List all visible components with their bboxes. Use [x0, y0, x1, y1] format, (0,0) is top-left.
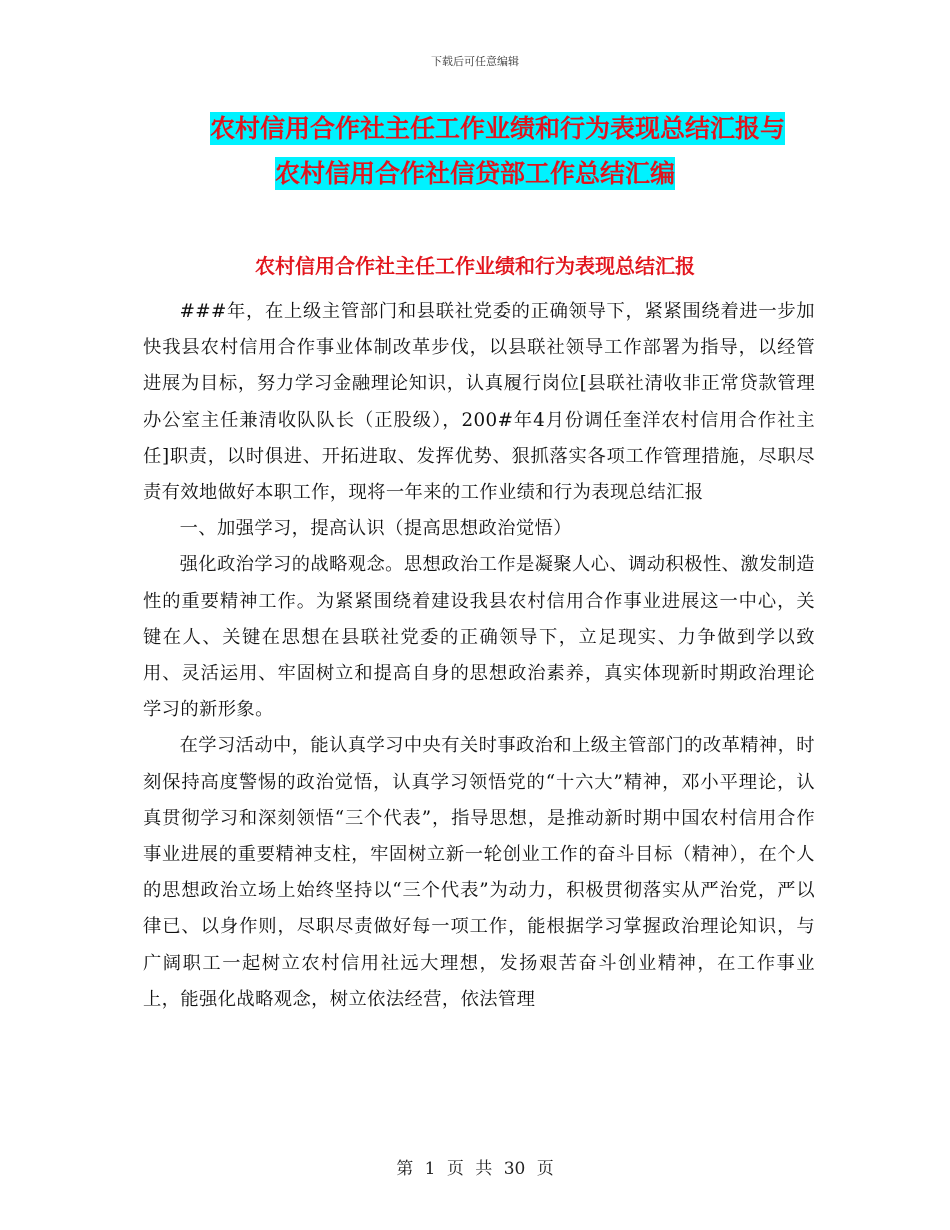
page-number-footer: 第 1 页 共 30 页	[396, 1159, 554, 1179]
document-title-line-2	[0, 157, 950, 191]
title-line-1-text: 农村信用合作社主任工作业绩和行为表现总结汇报与	[209, 114, 785, 143]
paragraph: ###年，在上级主管部门和县联社党委的正确领导下，紧紧围绕着进一步加快我县农村信用合作事业体制改革步伐，以县联社领导工作部署为指导，以经管进展为目标，努力学习金融理论知识，认真履行岗位[县联社清收非正常贷款管理办公室主任兼清收队队长（正股级），200#年4月份调任奎洋农村信用合作社主任]职责，以时俱进、开拓进取、发挥优势、狠抓落实各项工作管理措施，尽职尽责有效地做好本职工作，现将一年来的工作业绩和行为表现总结汇报	[143, 301, 815, 504]
section-title: 农村信用合作社主任工作业绩和行为表现总结汇报	[255, 254, 695, 278]
paragraph: 在学习活动中，能认真学习中央有关时事政治和上级主管部门的改革精神，时刻保持高度警惕的政治觉悟，认真学习领悟党的“十六大”精神，邓小平理论，认真贯彻学习和深刻领悟“三个代表”，指导思想，是推动新时期中国农村信用合作事业进展的重要精神支柱，牢固树立新一轮创业工作的奋斗目标（精神），在个人的思想政治立场上始终坚持以“三个代表”为动力，积极贯彻落实从严治党，严以律已、以身作则，尽职尽责做好每一项工作，能根据学习掌握政治理论知识，与广阔职工一起树立农村信用社远大理想，发扬艰苦奋斗创业精神，在工作事业上，能强化战略观念，树立依法经营，依法管理	[143, 735, 815, 1010]
document-body	[143, 294, 815, 1018]
header-note: 下载后可任意编辑	[431, 55, 519, 68]
title-line-2-text: 农村信用合作社信贷部工作总结汇编	[274, 159, 675, 188]
paragraph: 强化政治学习的战略观念。思想政治工作是凝聚人心、调动积极性、激发制造性的重要精神工作。为紧紧围绕着建设我县农村信用合作事业进展这一中心，关键在人、关键在思想在县联社党委的正确领导下，立足现实、力争做到学以致用、灵活运用、牢固树立和提高自身的思想政治素养，真实体现新时期政治理论学习的新形象。	[143, 554, 815, 721]
document-title-line-1	[0, 112, 950, 146]
section-heading: 一、加强学习，提高认识（提高思想政治觉悟）	[179, 518, 572, 540]
